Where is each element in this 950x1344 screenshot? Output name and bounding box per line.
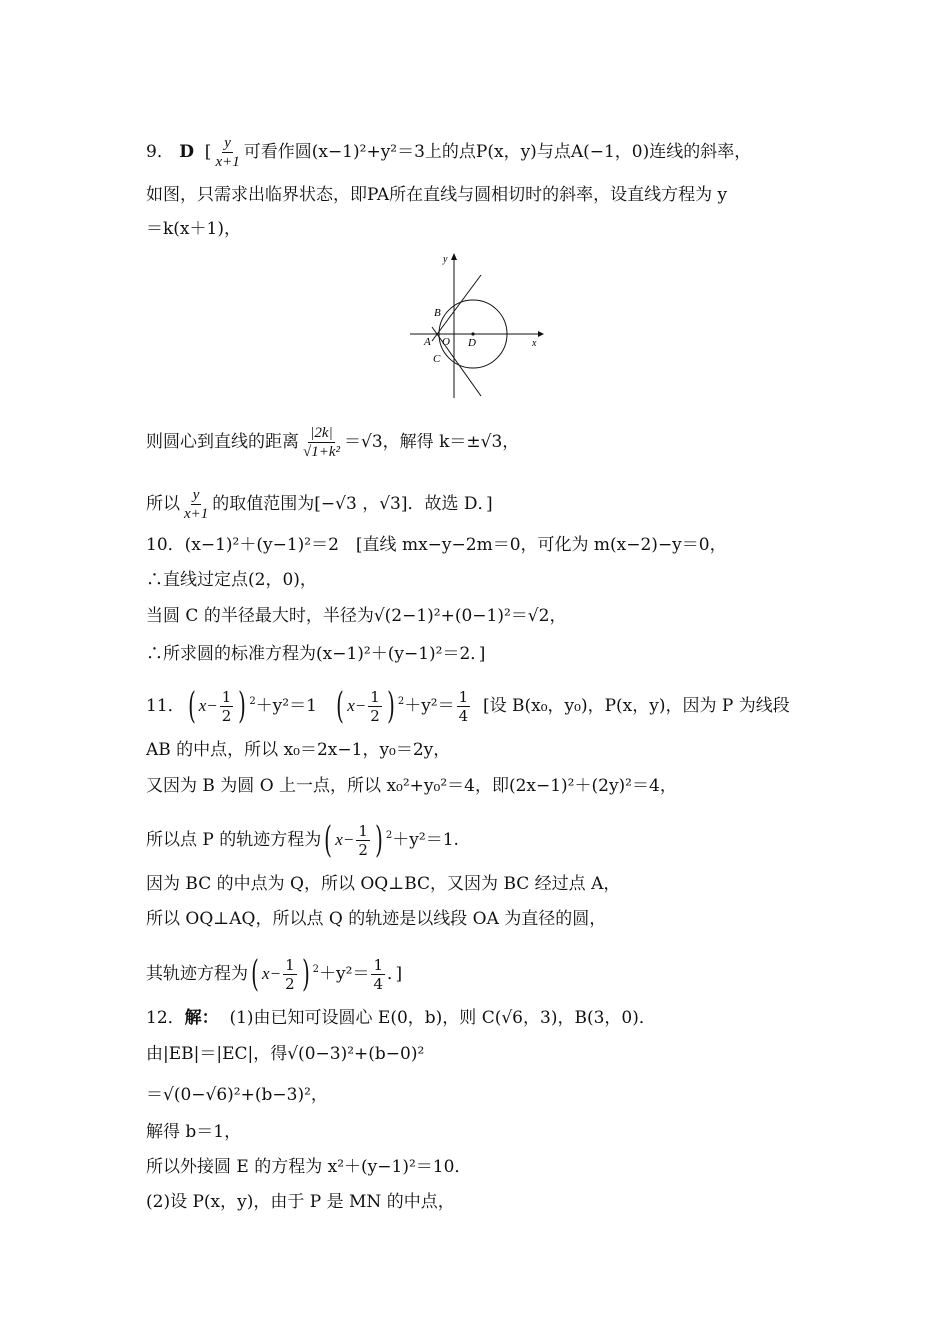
frac-den: 2 (358, 841, 368, 859)
frac-den: x+1 (215, 154, 240, 170)
p12-text-1: (1)由已知可设圆心 E(0，b)，则 C(√6，3)，B(3，0)． (229, 1008, 656, 1028)
p10-line-2 (146, 568, 317, 592)
frac-num: 1 (358, 822, 368, 840)
fraction (457, 688, 471, 725)
frac-den: x+1 (184, 506, 209, 522)
bracket: [ (204, 142, 212, 162)
paren-left: ( (187, 685, 196, 727)
circle-tangent-figure (406, 250, 546, 400)
p11-text-4a: 所以点 P 的轨迹方程为 (146, 830, 322, 850)
label-C: C (433, 353, 441, 365)
label-B: B (434, 307, 441, 319)
frac-num: y (192, 487, 200, 503)
expr: x− (347, 696, 367, 715)
frac-den: 2 (221, 707, 232, 725)
fraction (182, 486, 210, 523)
p9-line-3 (146, 217, 241, 241)
p10-text-1: 10．(x−1)²＋(y−1)²＝2 [直线 mx−y−2m＝0，可化为 m(x−2)−y＝0， (146, 535, 727, 555)
frac-den: 2 (285, 975, 295, 993)
p11-line-5 (146, 872, 620, 896)
paren-left: ( (336, 685, 345, 727)
fraction (368, 688, 382, 725)
frac-den: 2 (370, 707, 380, 725)
p11-text-2: AB 的中点，所以 x₀＝2x−1，y₀＝2y， (146, 740, 451, 760)
p11-line-3 (146, 774, 677, 798)
p9-text-3: ＝k(x＋1)， (146, 219, 241, 239)
p11-text-4b: ＋y²＝1. (392, 830, 459, 850)
p9-line-1 (146, 134, 751, 171)
p12-line-3 (146, 1083, 328, 1107)
p10-text-2: ∴直线过定点(2，0)， (146, 570, 317, 590)
frac-num: y (224, 135, 231, 151)
expr: ＋y²＝ (404, 696, 455, 716)
expr: ＋y²＝1 (255, 696, 317, 716)
fraction (213, 134, 241, 171)
x-arrow (538, 331, 544, 337)
p12-text-5: 所以外接圆 E 的方程为 x²＋(y−1)²＝10． (146, 1157, 472, 1177)
paren-right: ) (238, 685, 247, 727)
expr: x− (262, 964, 282, 983)
fraction (356, 822, 370, 859)
p9-text-5b: 的取值范围为[−√3 ，√3]．故选 D．] (212, 494, 493, 514)
p9-line-4 (146, 424, 519, 461)
fraction (283, 956, 297, 993)
p11-text-7c: ．] (387, 964, 403, 984)
distance-fraction (301, 424, 342, 461)
p9-text-2: 如图，只需求出临界状态，即PA所在直线与圆相切时的斜率，设直线方程为 y (146, 185, 728, 205)
expr: x− (198, 696, 218, 715)
frac-num: 1 (458, 688, 469, 706)
p12-line-6 (146, 1190, 455, 1214)
paren-left: ( (251, 953, 259, 995)
fraction (371, 956, 385, 993)
p11-text-6: 所以 OQ⊥AQ，所以点 Q 的轨迹是以线段 OA 为直径的圆， (146, 909, 607, 929)
p11-text-3: 又因为 B 为圆 O 上一点，所以 x₀²+y₀²＝4，即(2x−1)²＋(2y)²＝4， (146, 776, 677, 796)
label-y: y (443, 254, 448, 265)
paren-left: ( (324, 819, 333, 861)
p11-text-5: 因为 BC 的中点为 Q，所以 OQ⊥BC，又因为 BC 经过点 A， (146, 874, 621, 894)
frac-den: 4 (373, 975, 384, 993)
p11-line-6 (146, 907, 606, 931)
problem-number: 12． (146, 1008, 185, 1028)
p10-text-3: 当圆 C 的半径最大时，半径为√(2−1)²+(0−1)²＝√2， (146, 606, 567, 626)
p9-text-4b: ＝√3，解得 k＝±√3， (344, 432, 520, 452)
p11-text-7a: 其轨迹方程为 (146, 964, 248, 984)
label-O: O (442, 336, 450, 348)
paren-right: ) (301, 953, 310, 995)
frac-num: 1 (221, 688, 232, 706)
p12-line-4 (146, 1120, 241, 1144)
p11-line-2 (146, 738, 450, 762)
p9-text-1: 可看作圆(x−1)²+y²＝3上的点P(x，y)与点A(−1，0)连线的斜率， (243, 142, 752, 162)
p10-text-4: ∴所求圆的标准方程为(x−1)²＋(y−1)²＝2．] (146, 644, 486, 664)
center-point (471, 332, 474, 335)
p9-text-5a: 所以 (146, 494, 180, 514)
frac-den: √1+k² (303, 444, 341, 460)
p12-line-5 (146, 1155, 471, 1179)
frac-num: 1 (285, 956, 295, 974)
frac-num: 1 (373, 956, 384, 974)
frac-num: |2k| (310, 425, 333, 441)
p12-text-2: 由|EB|＝|EC|，得√(0−3)²+(b−0)² (146, 1044, 425, 1064)
p12-text-6: (2)设 P(x，y)，由于 P 是 MN 的中点， (146, 1192, 455, 1212)
expr: x− (335, 830, 355, 849)
y-arrow (451, 253, 457, 260)
answer-letter: D (179, 142, 194, 162)
p11-line-1: 11．( x− $\frac{1}{2}$ ) $^2$＋y²＝1 ( x− $\frac{1}{2}$ ) $^2$＋y²＝ $\frac{1}{4}$ [设 B(x₀，y₀)，P(x，y)，因为 P 为线段 (146, 685, 790, 727)
label-x: x (532, 338, 537, 349)
p10-line-1 (146, 533, 727, 557)
p11-text-7b: ＋y²＝ (319, 964, 370, 984)
p10-line-4 (146, 642, 485, 666)
frac-den: 4 (458, 707, 469, 725)
label-A: A (424, 336, 431, 348)
frac-num: 1 (370, 688, 380, 706)
p9-text-4a: 则圆心到直线的距离 (146, 432, 299, 452)
p10-line-3 (146, 604, 566, 628)
p9-line-5 (146, 486, 493, 523)
p11-line-4: 所以点 P 的轨迹方程为( x− $\frac{1}{2}$ ) $^2$＋y²＝1. (146, 819, 459, 861)
p12-line-2 (146, 1042, 424, 1066)
label-D: D (468, 337, 476, 349)
problem-number: 9． (146, 142, 174, 162)
p12-text-3: ＝√(0−√6)²+(b−3)²， (146, 1085, 328, 1105)
p11-text-1: [设 B(x₀，y₀)，P(x，y)，因为 P 为线段 (482, 696, 790, 716)
p12-line-1 (146, 1006, 656, 1030)
p11-line-7: 其轨迹方程为( x− $\frac{1}{2}$ ) $^2$＋y²＝ $\frac{1}{4}$ ．] (146, 953, 403, 995)
paren-right: ) (386, 685, 395, 727)
fraction (220, 688, 234, 725)
paren-right: ) (375, 819, 383, 861)
solution-label: 解： (184, 1008, 219, 1028)
problem-number: 11． (146, 696, 185, 716)
p12-text-4: 解得 b＝1， (146, 1122, 242, 1142)
p9-line-2 (146, 183, 727, 207)
